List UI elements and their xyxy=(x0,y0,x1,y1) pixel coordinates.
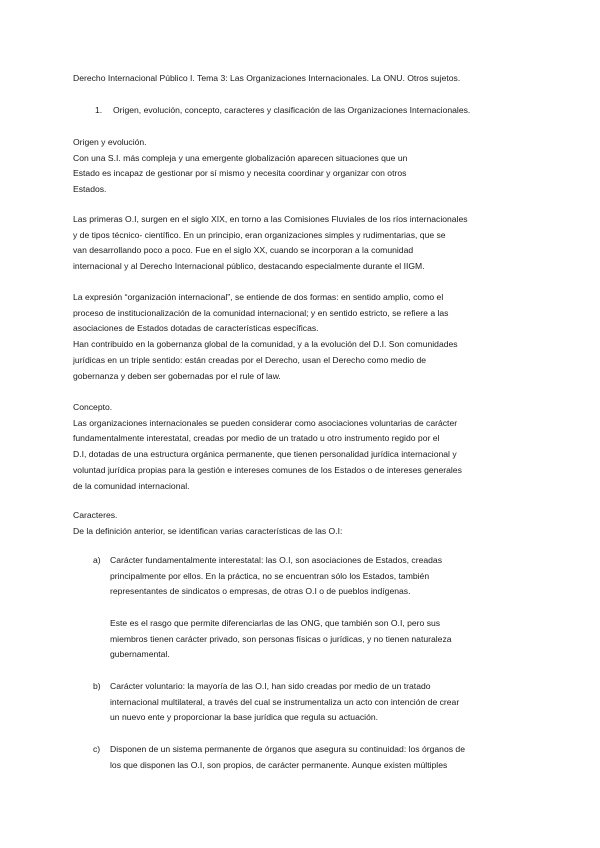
paragraph-line: van desarrollando poco a poco. Fue en el siglo XX, cuando se incorporan a la comunidad xyxy=(73,245,414,256)
paragraph-line: Estados. xyxy=(73,184,107,195)
paragraph-line: jurídicas en un triple sentido: están creadas por el Derecho, usan el Derecho como medio de xyxy=(73,354,427,365)
paragraph-line: Las primeras O.I, surgen en el siglo XIX, en torno a las Comisiones Fluviales de los ríos internacionales xyxy=(73,214,468,224)
paragraph-first-io xyxy=(73,212,533,275)
paragraph-line: Han contribuido en la gobernanza global de la comunidad, y a la evolución del D.I. Son comunidades xyxy=(73,339,458,350)
paragraph-line: La expresión “organización internacional”, se entiende de dos formas: en sentido amplio, como el xyxy=(73,292,444,302)
paragraph-line: y de tipos técnico- científico. En un principio, eran organizaciones simples y rudimentarias, que se xyxy=(73,229,446,240)
section-concept xyxy=(73,400,533,494)
list-item-line: un nuevo ente y proporcionar la base jurídica que regula su actuación. xyxy=(110,712,379,723)
item-text: Origen, evolución, concepto, caracteres y clasificación de las Organizaciones Internacionales. xyxy=(113,105,471,115)
paragraph-expression xyxy=(73,290,533,384)
paragraph-line: Las organizaciones internacionales se pueden considerar como asociaciones voluntarias de carácter xyxy=(73,417,458,428)
title-line: Derecho Internacional Público I. Tema 3: Las Organizaciones Internacionales. La ONU. Otros sujetos. xyxy=(73,73,461,83)
paragraph-line: proceso de institucionalización de la comunidad internacional; y en sentido estricto, se refiere a las xyxy=(73,307,449,318)
section-heading: Caracteres. xyxy=(73,510,118,520)
list-item-body xyxy=(110,553,442,600)
list-marker: c) xyxy=(93,744,101,754)
section-heading: Origen y evolución. xyxy=(73,137,147,147)
list-item-body xyxy=(110,742,465,773)
list-item-line: Este es el rasgo que permite diferenciarlas de las ONG, que también son O.I, pero sus xyxy=(110,618,441,628)
list-item-line: representantes de sindicatos o empresas, de otras O.I o de pueblos indígenas. xyxy=(110,586,411,597)
list-item-line: Carácter fundamentalmente interestatal: las O.I, son asociaciones de Estados, creadas xyxy=(110,555,442,565)
paragraph-line: asociaciones de Estados dotadas de características específicas. xyxy=(73,323,319,334)
paragraph-line: gobernanza y deben ser gobernadas por el rule of law. xyxy=(73,370,281,381)
section-heading: Concepto. xyxy=(73,402,113,412)
list-item-line: los que disponen las O.I, son propios, de carácter permanente. Aunque existen múltiples xyxy=(110,759,448,770)
paragraph-line: Estado es incapaz de gestionar por sí mismo y necesita coordinar y organizar con otros xyxy=(73,168,407,179)
paragraph-line: internacional y al Derecho Internacional público, destacando especialmente durante el IIGM. xyxy=(73,261,425,272)
list-item-line: miembros tienen carácter privado, son personas físicas o jurídicas, y no tienen naturaleza xyxy=(110,633,452,644)
list-item-line: gubernamental. xyxy=(110,649,170,660)
paragraph-line: de la comunidad internacional. xyxy=(73,480,190,491)
document-title xyxy=(73,71,533,87)
paragraph-line: fundamentalmente interestatal, creadas por medio de un tratado u otro instrumento regido por el xyxy=(73,433,440,444)
list-marker: a) xyxy=(93,555,101,565)
list-item-line: Carácter voluntario: la mayoría de las O.I, han sido creadas por medio de un tratado xyxy=(110,681,431,691)
paragraph-line: voluntad jurídica propias para la gestión e intereses comunes de los Estados o de intereses generales xyxy=(73,464,462,475)
list-item-line: internacional multilateral, a través del cual se instrumentaliza un acto con intención de crear xyxy=(110,696,460,707)
paragraph-line: De la definición anterior, se identifican varias características de las O.I: xyxy=(73,525,343,536)
item-number: 1. xyxy=(95,105,103,115)
list-item-line: Disponen de un sistema permanente de órganos que asegura su continuidad: los órganos de xyxy=(110,744,465,754)
paragraph-line: D.I, dotadas de una estructura orgánica permanente, que tienen personalidad jurídica internacional y xyxy=(73,449,457,460)
list-marker: b) xyxy=(93,681,101,691)
paragraph-line: Con una S.I. más compleja y una emergente globalización aparecen situaciones que un xyxy=(73,152,408,163)
section-origin xyxy=(73,135,533,198)
list-item-body xyxy=(110,679,459,726)
list-item-body xyxy=(110,616,452,663)
list-item-line: principalmente por ellos. En la práctica, no se encuentran sólo los Estados, también xyxy=(110,570,430,581)
section-caracteres xyxy=(73,508,533,539)
